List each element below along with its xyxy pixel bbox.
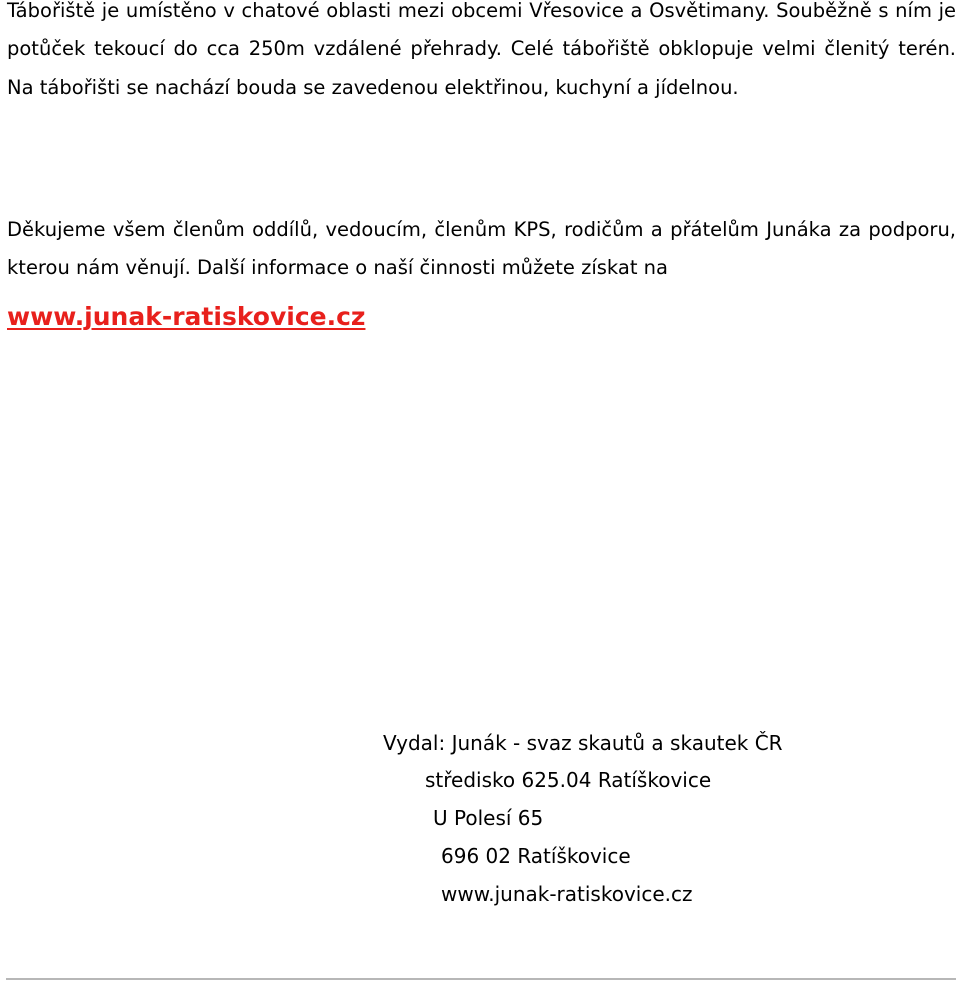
thanks-paragraph: Děkujeme všem členům oddílů, vedoucím, členům KPS, rodičům a přátelům Junáka za podporu, kterou nám věnují. Další informace o naší činnosti můžete získat na xyxy=(7,218,956,280)
campsite-description-paragraph: Tábořiště je umístěno v chatové oblasti mezi obcemi Vřesovice a Osvětimany. Souběžně s ním je potůček tekoucí do cca 250m vzdálené přehrady. Celé tábořiště obklopuje velmi členitý terén. Na tábořišti se nachází bouda se zavedenou elektřinou, kuchyní a jídelnou. xyxy=(7,0,956,99)
page-bottom-divider xyxy=(6,978,956,980)
website-link[interactable]: www.junak-ratiskovice.cz xyxy=(7,302,366,331)
center-name-line: středisko 625.04 Ratíškovice xyxy=(425,768,712,792)
publisher-line: Vydal: Junák - svaz skautů a skautek ČR xyxy=(383,731,783,755)
postal-city-line: 696 02 Ratíškovice xyxy=(441,844,631,868)
street-address-line: U Polesí 65 xyxy=(433,806,544,830)
imprint-website-line: www.junak-ratiskovice.cz xyxy=(441,882,693,906)
